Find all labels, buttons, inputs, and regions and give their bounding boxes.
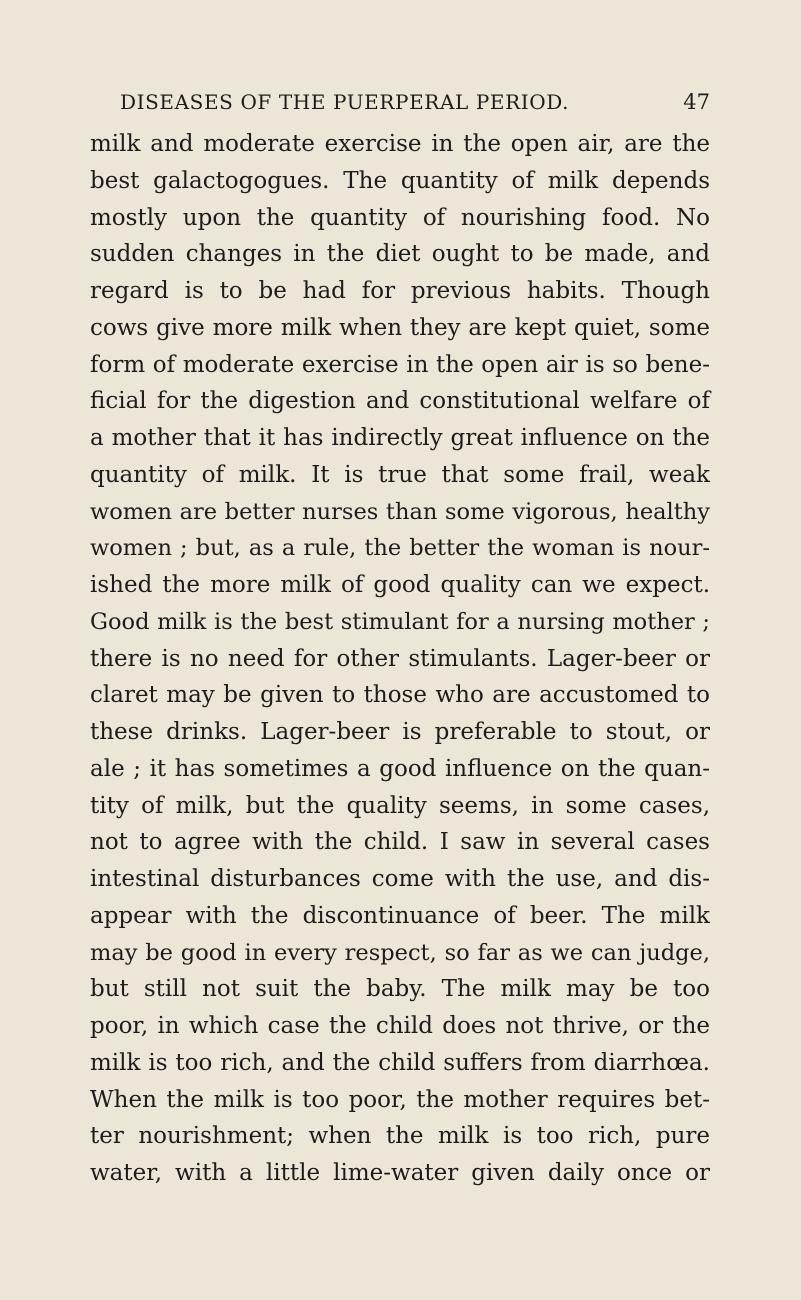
text-line: but still not suit the baby. The milk may be too [90,976,710,1003]
text-line: not to agree with the child. I saw in several cases [90,829,710,856]
text-line: regard is to be had for previous habits. Though [90,278,710,304]
page-header [120,90,710,120]
text-line: mostly upon the quantity of nourishing food. No [90,204,710,231]
text-line: milk is too rich, and the child suffers from diarrhœa. [90,1049,710,1076]
text-line: claret may be given to those who are accustomed to [90,682,710,709]
text-line: sudden changes in the diet ought to be made, and [90,241,710,268]
text-line: milk and moderate exercise in the open air, are the [90,131,710,157]
text-line: poor, in which case the child does not thrive, or the [90,1013,710,1039]
body-paragraph [90,126,710,1192]
text-line: may be good in every respect, so far as we can judge, [90,939,710,966]
text-line: women are better nurses than some vigorous, healthy [90,498,710,525]
text-line: intestinal disturbances come with the use, and dis- [90,866,710,892]
text-line: ished the more milk of good quality can we expect. [90,572,710,598]
text-line: a mother that it has indirectly great influence on the [90,425,710,451]
text-line: ale ; it has sometimes a good influence on the quan- [90,755,710,782]
text-line: When the milk is too poor, the mother requires bet- [90,1086,710,1113]
text-line: women ; but, as a rule, the better the woman is nour- [90,535,710,562]
text-line: ter nourishment; when the milk is too rich, pure [90,1123,710,1150]
page-number: 47 [683,90,710,114]
text-line: best galactogogues. The quantity of milk depends [90,167,710,194]
text-line: cows give more milk when they are kept quiet, some [90,314,710,341]
text-line: ficial for the digestion and constitutional welfare of [90,388,710,415]
text-line: tity of milk, but the quality seems, in some cases, [90,792,710,819]
text-line: there is no need for other stimulants. Lager-beer or [90,645,710,672]
text-line: water, with a little lime-water given daily once or [90,1160,710,1186]
text-line: Good milk is the best stimulant for a nursing mother ; [90,608,710,635]
text-line: these drinks. Lager-beer is preferable to stout, or [90,719,710,745]
text-line: appear with the discontinuance of beer. The milk [90,902,710,929]
running-head: DISEASES OF THE PUERPERAL PERIOD. [120,90,570,114]
text-line: quantity of milk. It is true that some frail, weak [90,461,710,488]
text-line: form of moderate exercise in the open air is so bene- [90,351,710,378]
